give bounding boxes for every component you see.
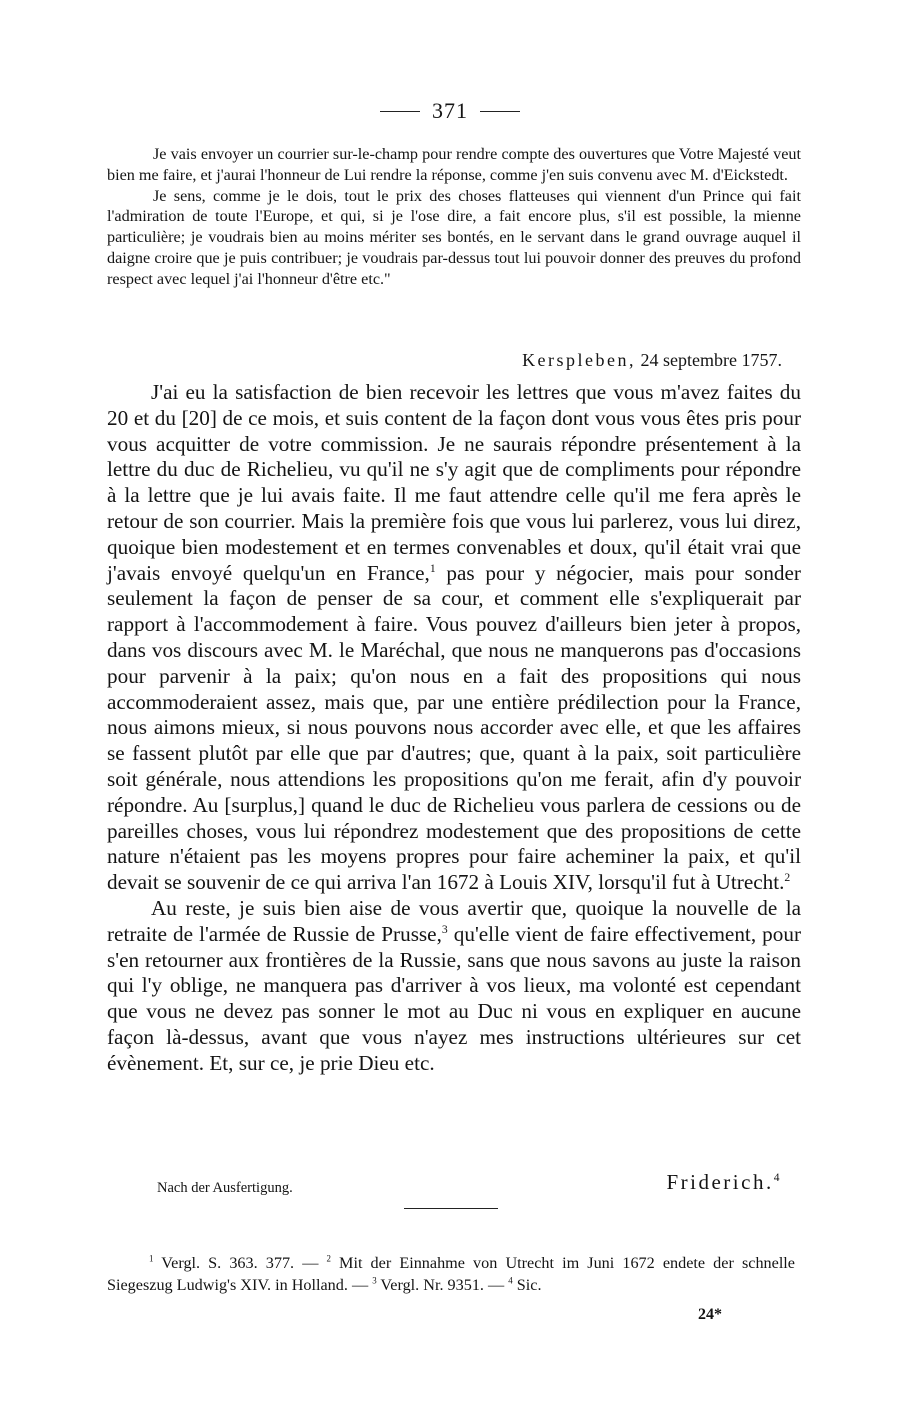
body-text: qu'elle vient de faire effectivement, pour s'en retourner aux frontières de la Russie, sans que nous savons au juste la raison qui l'y oblige, ne manquera pas d'arriver à vos lieux, ma volonté est cependant que vous ne devez pas sonner le mot au Duc ni vous en expliquer en aucune façon là-dessus, avant que vous n'ayez mes instructions ultérieures sur cet évènement. Et, sur ce, je prie Dieu etc. bbox=[107, 921, 802, 1075]
footnote-text: Vergl. Nr. 9351. — bbox=[376, 1276, 509, 1294]
footnotes bbox=[107, 1252, 795, 1296]
footnote-text: Sic. bbox=[512, 1276, 542, 1294]
footnote-divider bbox=[404, 1208, 498, 1209]
footnote-ref: 3 bbox=[441, 922, 448, 936]
body-text: Au reste, je suis bien aise de vous avertir que, quoique la nouvelle de la retraite de l'armée de Russie de Prusse, bbox=[107, 895, 801, 946]
source-note: Nach der Ausfertigung. bbox=[157, 1180, 293, 1196]
signature-name: Friderich. bbox=[666, 1170, 774, 1194]
footnote-text: Vergl. S. 363. 377. — bbox=[153, 1254, 327, 1272]
body-text: pas pour y négocier, mais pour sonder seulement la façon de penser de sa cour, et comment elle s'expliquerait par rapport à l'accommodement à faire. Vous pouvez d'ailleurs bien jeter à propos, dans vos discours avec M. le Maréchal, que nous ne manquerons pas d'occasions pour parvenir à la paix; qu'on nous en a fait des propositions qui nous accommoderaient assez, mais que, par une entière prédilection pour la France, nous aimons mieux, si nous pouvons nous accorder avec elle, et que les affaires se fassent plutôt par elle que par d'autres; que, quant à la paix, soit particulière soit générale, nous attendions les propositions qu'on me ferait, afin d'y pouvoir répondre. Au [surplus,] quand le duc de Richelieu vous parlera de cessions ou de pareilles choses, vous lui répondrez modestement que des propositions de cette nature n'étaient pas les moyens propres pour faire acheminer la paix, et qu'il devait se souvenir de ce qui arriva l'an 1672 à Louis XIV, lorsqu'il fut à Utrecht. bbox=[107, 560, 801, 895]
footnote-mark: 2 bbox=[326, 1253, 331, 1264]
header-rule-right bbox=[480, 111, 520, 112]
dateline-place: Kerspleben, bbox=[522, 350, 637, 370]
page-number: 371 bbox=[432, 98, 468, 123]
printer-signature-mark: 24* bbox=[698, 1306, 722, 1323]
signoff bbox=[0, 1170, 900, 1196]
body-paragraph bbox=[107, 896, 801, 1077]
dateline-date: 24 septembre 1757. bbox=[640, 350, 782, 370]
footnote-mark: 3 bbox=[372, 1275, 377, 1286]
footnote-ref: 2 bbox=[784, 871, 791, 885]
footnote-text: Mit der Einnahme von Utrecht im Juni 1672 endete der schnelle Siegeszug Ludwig's XIV. in Holland. — bbox=[107, 1254, 795, 1294]
footnote-line bbox=[107, 1252, 795, 1296]
footnote-ref: 4 bbox=[773, 1172, 782, 1184]
signature bbox=[666, 1170, 782, 1195]
header-rule-left bbox=[380, 111, 420, 112]
footnote-ref: 1 bbox=[429, 561, 436, 575]
quoted-paragraph: Je sens, comme je le dois, tout le prix des choses flatteuses qui viennent d'un Prince qui fait l'admiration de toute l'Europe, et qui, si je l'ose dire, a fait encore plus, s'il est possible, la mienne particulière; je voudrais bien au moins mériter ses bontés, en le servant dans le grand ouvrage auquel il daigne croire que je puis contribuer; je voudrais par-dessus tout lui pouvoir donner des preuves du profond respect avec lequel j'ai l'honneur d'être etc." bbox=[107, 186, 801, 288]
page-header bbox=[0, 96, 900, 126]
dateline bbox=[522, 350, 782, 371]
letter-body bbox=[107, 380, 801, 1077]
quoted-paragraph: Je vais envoyer un courrier sur-le-champ pour rendre compte des ouvertures que Votre Majesté veut bien me faire, et j'aurai l'honneur de Lui rendre la réponse, comme j'en suis convenu avec M. d'Eickstedt. bbox=[107, 145, 801, 184]
quoted-letter-close bbox=[107, 144, 801, 290]
body-text: J'ai eu la satisfaction de bien recevoir les lettres que vous m'avez faites du 20 et du [20] de ce mois, et suis content de la façon dont vous vous êtes pris pour vous acquitter de votre commission. Je ne saurais répondre présentement à la lettre du duc de Richelieu, vu qu'il ne s'y agit que de compliments pour répondre à la lettre que je lui avais faite. Il me faut attendre celle qu'il me fera après le retour de son courrier. Mais la première fois que vous lui parlerez, vous lui direz, quoique bien modestement et en termes convenables et doux, qu'il était vrai que j'avais envoyé quelqu'un en France, bbox=[107, 380, 801, 585]
footnote-mark: 1 bbox=[149, 1253, 154, 1264]
body-paragraph bbox=[107, 380, 801, 896]
footnote-mark: 4 bbox=[508, 1275, 513, 1286]
